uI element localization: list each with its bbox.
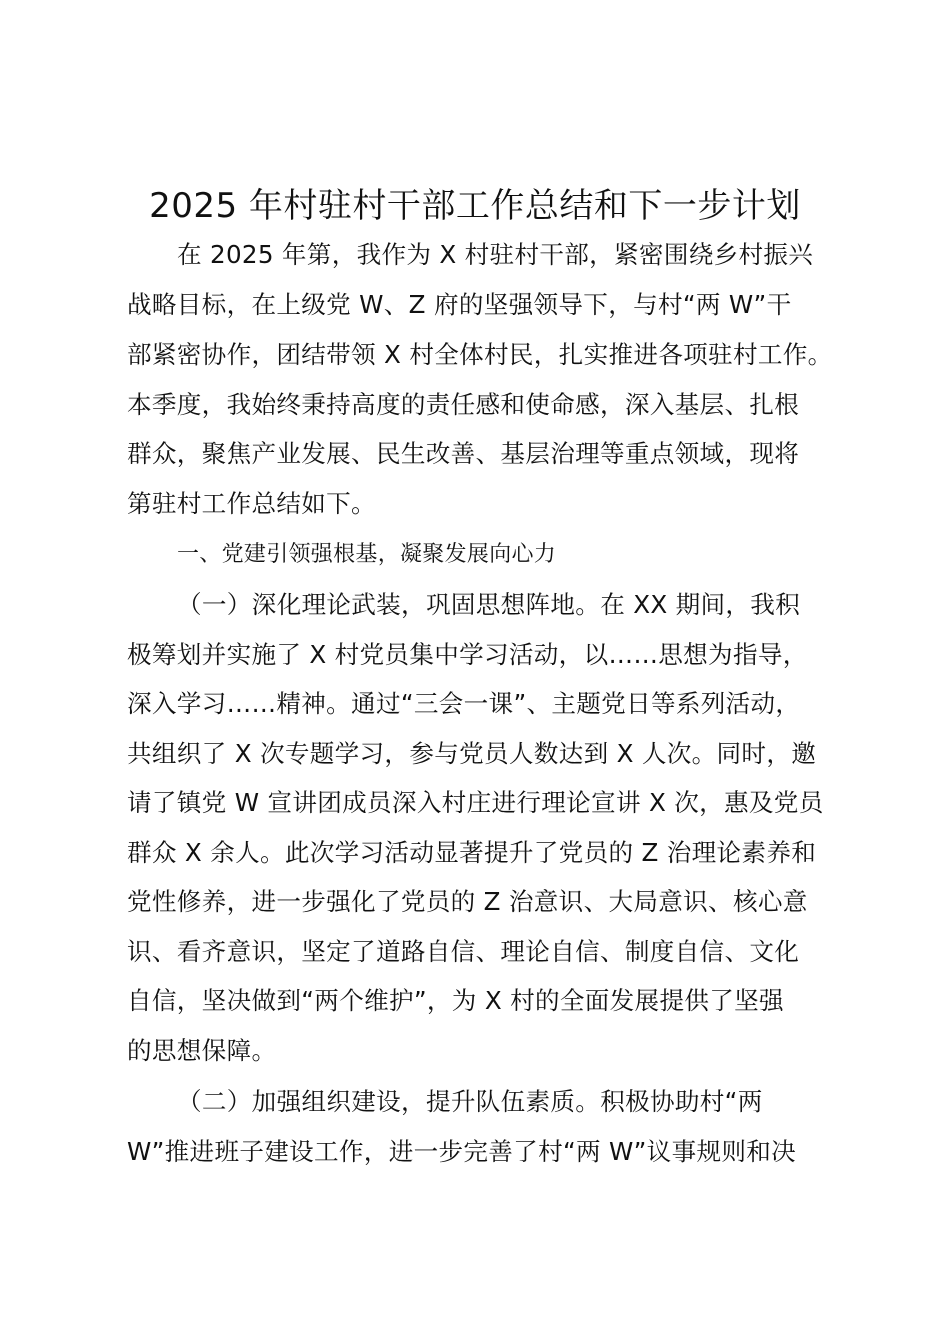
paragraph-2-line-2: 极筹划并实施了 X 村党员集中学习活动，以……思想为指导， [127,640,808,669]
document-title: 2025 年村驻村干部工作总结和下一步计划 [149,186,801,226]
paragraph-1-line-2: 战略目标，在上级党 W、Z 府的坚强领导下，与村“两 W”干 [127,290,792,319]
paragraph-1-line-1: 在 2025 年第，我作为 X 村驻村干部，紧密围绕乡村振兴 [177,240,814,269]
paragraph-2-line-10: 的思想保障。 [127,1036,277,1065]
paragraph-3-line-1: （二）加强组织建设，提升队伍素质。积极协助村“两 [177,1087,763,1116]
paragraph-2-line-8: 识、看齐意识，坚定了道路自信、理论自信、制度自信、文化 [127,937,800,966]
paragraph-2-line-4: 共组织了 X 次专题学习，参与党员人数达到 X 人次。同时，邀 [127,739,817,768]
paragraph-2-line-5: 请了镇党 W 宣讲团成员深入村庄进行理论宣讲 X 次，惠及党员 [127,788,824,817]
paragraph-2-line-6: 群众 X 余人。此次学习活动显著提升了党员的 Z 治理论素养和 [127,838,817,867]
paragraph-1-line-3: 部紧密协作，团结带领 X 村全体村民，扎实推进各项驻村工作。 [127,340,833,369]
paragraph-2-line-7: 党性修养，进一步强化了党员的 Z 治意识、大局意识、核心意 [127,887,808,916]
paragraph-2-line-1: （一）深化理论武装，巩固思想阵地。在 XX 期间，我积 [177,590,801,619]
paragraph-3-line-2: W”推进班子建设工作，进一步完善了村“两 W”议事规则和决 [127,1137,797,1166]
paragraph-1-line-6: 第驻村工作总结如下。 [127,489,376,518]
paragraph-1-line-4: 本季度，我始终秉持高度的责任感和使命感，深入基层、扎根 [127,390,800,419]
paragraph-2-line-3: 深入学习……精神。通过“三会一课”、主题党日等系列活动， [127,689,801,718]
section-heading-1: 一、党建引领强根基，凝聚发展向心力 [177,542,557,567]
paragraph-2-line-9: 自信，坚决做到“两个维护”，为 X 村的全面发展提供了坚强 [127,986,784,1015]
paragraph-1-line-5: 群众，聚焦产业发展、民生改善、基层治理等重点领域，现将 [127,439,800,468]
